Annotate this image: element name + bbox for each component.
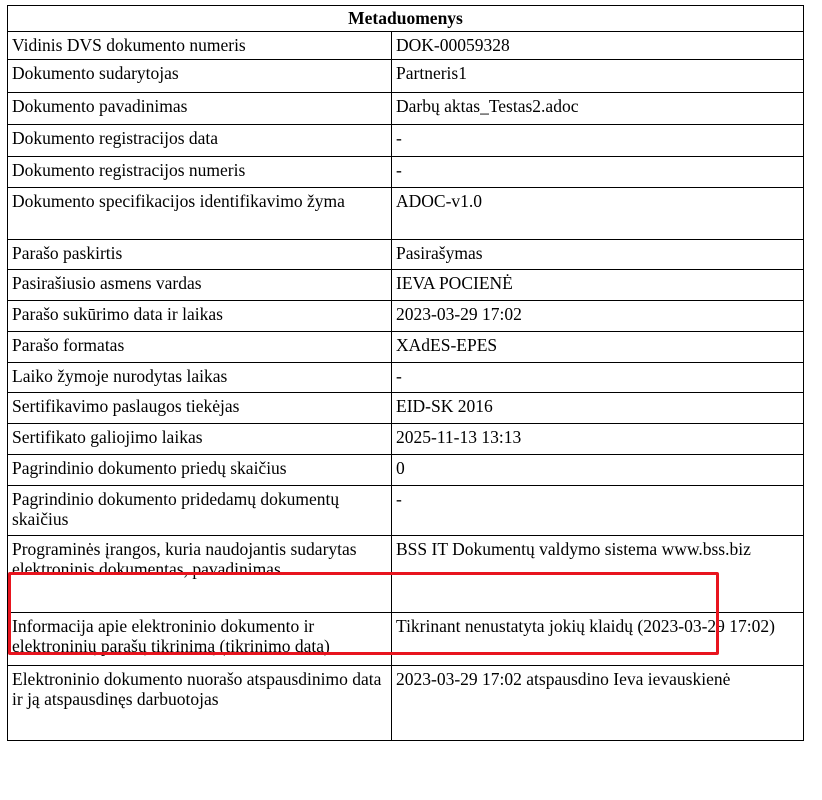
row-label: Programinės įrangos, kuria naudojantis sudarytas elektroninis dokumentas, pavadinimas xyxy=(8,536,392,613)
row-label: Dokumento sudarytojas xyxy=(8,60,392,93)
table-row-highlighted xyxy=(8,536,804,613)
table-header-row xyxy=(8,6,804,32)
table-row xyxy=(8,157,804,188)
row-label: Dokumento registracijos numeris xyxy=(8,157,392,188)
row-value: 2023-03-29 17:02 atspausdino Ieva ievauskienė xyxy=(392,666,804,741)
row-value: IEVA POCIENĖ xyxy=(392,270,804,301)
table-row xyxy=(8,363,804,393)
row-value: Darbų aktas_Testas2.adoc xyxy=(392,93,804,125)
row-label: Dokumento specifikacijos identifikavimo žyma xyxy=(8,188,392,240)
table-row xyxy=(8,455,804,486)
row-label: Parašo sukūrimo data ir laikas xyxy=(8,301,392,332)
table-row xyxy=(8,188,804,240)
table-row xyxy=(8,60,804,93)
row-value: BSS IT Dokumentų valdymo sistema www.bss.biz xyxy=(392,536,804,613)
row-value: - xyxy=(392,125,804,157)
metadata-table xyxy=(7,5,804,741)
row-label: Informacija apie elektroninio dokumento ir elektroninių parašų tikrinimą (tikrinimo data) xyxy=(8,613,392,666)
row-value: 2023-03-29 17:02 xyxy=(392,301,804,332)
row-label: Sertifikavimo paslaugos tiekėjas xyxy=(8,393,392,424)
row-value: Pasirašymas xyxy=(392,240,804,270)
row-value: Partneris1 xyxy=(392,60,804,93)
row-label: Pagrindinio dokumento priedų skaičius xyxy=(8,455,392,486)
table-row xyxy=(8,240,804,270)
row-value: 2025-11-13 13:13 xyxy=(392,424,804,455)
table-row xyxy=(8,486,804,536)
table-row xyxy=(8,125,804,157)
table-row xyxy=(8,32,804,60)
row-value: EID-SK 2016 xyxy=(392,393,804,424)
row-label: Dokumento registracijos data xyxy=(8,125,392,157)
row-value: - xyxy=(392,157,804,188)
row-label: Pagrindinio dokumento pridedamų dokumentų skaičius xyxy=(8,486,392,536)
row-label: Parašo paskirtis xyxy=(8,240,392,270)
row-value: - xyxy=(392,363,804,393)
table-row xyxy=(8,270,804,301)
row-value: - xyxy=(392,486,804,536)
row-label: Laiko žymoje nurodytas laikas xyxy=(8,363,392,393)
table-row xyxy=(8,424,804,455)
row-label: Vidinis DVS dokumento numeris xyxy=(8,32,392,60)
row-label: Sertifikato galiojimo laikas xyxy=(8,424,392,455)
row-value: ADOC-v1.0 xyxy=(392,188,804,240)
table-row xyxy=(8,666,804,741)
table-row xyxy=(8,332,804,363)
table-row xyxy=(8,613,804,666)
table-row xyxy=(8,301,804,332)
table-row xyxy=(8,93,804,125)
table-row xyxy=(8,393,804,424)
row-label: Parašo formatas xyxy=(8,332,392,363)
row-value: 0 xyxy=(392,455,804,486)
row-label: Pasirašiusio asmens vardas xyxy=(8,270,392,301)
row-value: XAdES-EPES xyxy=(392,332,804,363)
row-label: Elektroninio dokumento nuorašo atspausdinimo data ir ją atspausdinęs darbuotojas xyxy=(8,666,392,741)
row-value: DOK-00059328 xyxy=(392,32,804,60)
table-title: Metaduomenys xyxy=(8,6,804,32)
row-value: Tikrinant nenustatyta jokių klaidų (2023-03-29 17:02) xyxy=(392,613,804,666)
row-label: Dokumento pavadinimas xyxy=(8,93,392,125)
